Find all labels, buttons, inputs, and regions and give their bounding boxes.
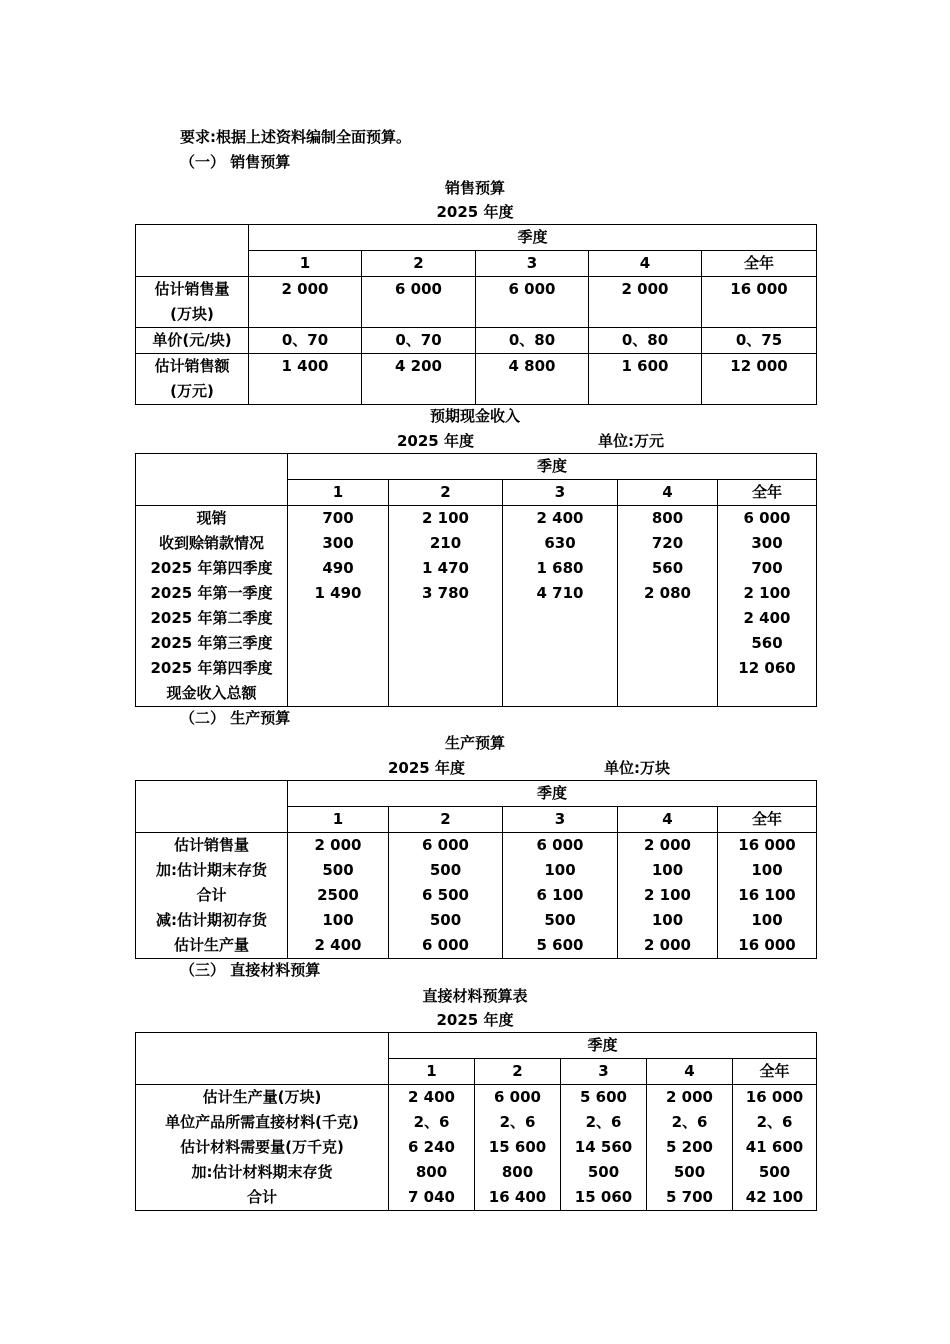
production-cell: 100 — [651, 861, 684, 879]
materials-cell: 15 060 — [574, 1188, 633, 1206]
production-cell: 500 — [544, 911, 576, 929]
production-cell: 2 000 — [644, 936, 691, 954]
sales-col-header: 2 — [362, 251, 476, 277]
materials-cell: 5 700 — [666, 1188, 713, 1206]
production-cell: 100 — [322, 911, 354, 929]
production-col-q1 — [288, 833, 389, 959]
cash-cell: 560 — [751, 634, 783, 652]
cash-col-q4 — [618, 506, 718, 707]
production-cell: 2 000 — [644, 836, 691, 854]
sales-cell: 6 000 — [362, 277, 476, 328]
materials-col-header: 2 — [475, 1059, 561, 1085]
production-cell: 16 000 — [738, 936, 796, 954]
production-cell: 16 000 — [738, 836, 796, 854]
sales-col-header: 1 — [249, 251, 362, 277]
production-col-q3 — [503, 833, 618, 959]
materials-col-q4 — [647, 1085, 733, 1211]
materials-col-year — [733, 1085, 817, 1211]
production-cell: 5 600 — [536, 936, 584, 954]
cash-header-corner — [136, 454, 288, 506]
production-cell: 6 500 — [422, 886, 469, 904]
production-col-q4 — [618, 833, 718, 959]
sales-header-corner — [136, 225, 249, 277]
list-item: 2025 年第四季度 — [150, 559, 273, 577]
production-cell: 2500 — [317, 886, 359, 904]
production-col-header: 1 — [288, 807, 389, 833]
production-cell: 500 — [429, 911, 462, 929]
production-row-labels — [136, 833, 288, 959]
cash-cell: 4 710 — [536, 584, 584, 602]
production-cell: 500 — [429, 861, 462, 879]
sales-cell: 12 000 — [702, 354, 817, 405]
list-item: 收到赊销款情况 — [158, 534, 264, 552]
list-item: 估计生产量 — [173, 936, 249, 954]
materials-col-q1 — [389, 1085, 475, 1211]
production-cell: 6 000 — [422, 936, 469, 954]
cash-cell: 630 — [544, 534, 576, 552]
list-item: 估计销售量 — [173, 836, 249, 854]
materials-cell: 2、6 — [413, 1113, 450, 1131]
materials-cell: 500 — [758, 1163, 791, 1181]
materials-cell: 14 560 — [574, 1138, 633, 1156]
cash-col-q3 — [503, 506, 618, 707]
cash-cell: 560 — [651, 559, 684, 577]
list-item: 估计材料需要量(万千克) — [180, 1138, 344, 1156]
materials-cell: 2、6 — [585, 1113, 622, 1131]
materials-table-title: 直接材料预算表 — [422, 987, 528, 1005]
production-table-title: 生产预算 — [444, 734, 505, 752]
materials-cell: 6 240 — [408, 1138, 455, 1156]
cash-col-q2 — [389, 506, 503, 707]
cash-col-q1 — [288, 506, 389, 707]
sales-cell: 0、70 — [362, 328, 476, 354]
materials-cell: 800 — [415, 1163, 448, 1181]
sales-cell: 4 200 — [362, 354, 476, 405]
materials-cell: 2、6 — [671, 1113, 708, 1131]
materials-row-labels — [136, 1085, 389, 1211]
list-item: 2025 年第一季度 — [150, 584, 273, 602]
production-col-header: 全年 — [718, 807, 817, 833]
list-item: 减:估计期初存货 — [156, 911, 267, 929]
production-header-corner — [136, 781, 288, 833]
cash-cell: 1 470 — [422, 559, 469, 577]
cash-col-header: 1 — [288, 480, 389, 506]
cash-cell: 1 680 — [536, 559, 584, 577]
sales-row-label: 单价(元/块) — [136, 328, 249, 354]
production-col-year — [718, 833, 817, 959]
list-item: 2025 年第四季度 — [150, 659, 273, 677]
cash-cell: 1 490 — [314, 584, 362, 602]
materials-season-header: 季度 — [389, 1033, 817, 1059]
cash-cell: 2 100 — [743, 584, 791, 602]
cash-cell: 800 — [651, 509, 684, 527]
sales-cell: 0、70 — [249, 328, 362, 354]
sales-budget-table — [135, 224, 817, 405]
cash-cell: 720 — [651, 534, 684, 552]
materials-cell: 5 600 — [580, 1088, 627, 1106]
materials-cell: 5 200 — [666, 1138, 713, 1156]
cash-cell: 2 400 — [743, 609, 791, 627]
production-col-header: 2 — [389, 807, 503, 833]
materials-cell: 500 — [673, 1163, 706, 1181]
materials-cell: 16 000 — [745, 1088, 804, 1106]
sales-row-label: 估计销售额 (万元) — [136, 354, 249, 405]
cash-cell: 300 — [322, 534, 354, 552]
list-item: 估计生产量(万块) — [202, 1088, 322, 1106]
cash-receipts-table — [135, 453, 817, 707]
production-col-header: 4 — [618, 807, 718, 833]
materials-cell: 15 600 — [488, 1138, 547, 1156]
production-cell: 100 — [544, 861, 576, 879]
sales-season-header: 季度 — [249, 225, 817, 251]
sales-cell: 4 800 — [476, 354, 589, 405]
production-cell: 6 000 — [536, 836, 584, 854]
materials-cell: 500 — [587, 1163, 620, 1181]
cash-cell: 210 — [429, 534, 462, 552]
materials-col-header: 3 — [561, 1059, 647, 1085]
table-row — [136, 328, 817, 354]
materials-cell: 7 040 — [408, 1188, 455, 1206]
cash-cell: 300 — [751, 534, 783, 552]
cash-cell: 700 — [751, 559, 783, 577]
materials-cell: 42 100 — [745, 1188, 804, 1206]
cash-cell: 2 080 — [644, 584, 691, 602]
materials-table-year: 2025 年度 — [436, 1011, 514, 1029]
materials-col-header: 全年 — [733, 1059, 817, 1085]
list-item: 2025 年第二季度 — [150, 609, 273, 627]
section-heading-production: （二） 生产预算 — [180, 709, 291, 727]
cash-cell: 3 780 — [422, 584, 469, 602]
requirement-text: 要求:根据上述资料编制全面预算。 — [180, 128, 412, 146]
sales-cell: 6 000 — [476, 277, 589, 328]
materials-cell: 41 600 — [745, 1138, 804, 1156]
cash-col-year — [718, 506, 817, 707]
cash-table-title: 预期现金收入 — [429, 407, 520, 425]
production-cell: 100 — [751, 911, 783, 929]
production-cell: 100 — [751, 861, 783, 879]
cash-table-year: 2025 年度 — [397, 432, 474, 450]
production-cell: 16 100 — [738, 886, 796, 904]
sales-cell: 0、80 — [476, 328, 589, 354]
production-budget-table — [135, 780, 817, 959]
sales-cell: 1 600 — [589, 354, 702, 405]
section-heading-materials: （三） 直接材料预算 — [180, 961, 321, 979]
sales-cell: 2 000 — [589, 277, 702, 328]
materials-cell: 2、6 — [756, 1113, 793, 1131]
production-table-unit: 单位:万块 — [604, 759, 670, 777]
cash-row-labels — [136, 506, 288, 707]
production-table-year: 2025 年度 — [388, 759, 465, 777]
materials-cell: 6 000 — [494, 1088, 541, 1106]
section-heading-sales: （一） 销售预算 — [180, 153, 291, 171]
list-item: 加:估计期末存货 — [156, 861, 267, 879]
table-row — [136, 277, 817, 328]
cash-cell: 700 — [322, 509, 354, 527]
sales-cell: 0、75 — [702, 328, 817, 354]
sales-col-header: 4 — [589, 251, 702, 277]
production-cell: 6 000 — [422, 836, 469, 854]
sales-table-year: 2025 年度 — [436, 203, 514, 221]
materials-cell: 2 000 — [666, 1088, 713, 1106]
list-item: 现销 — [196, 509, 227, 527]
list-item: 加:估计材料期末存货 — [191, 1163, 333, 1181]
production-season-header: 季度 — [288, 781, 817, 807]
sales-cell: 16 000 — [702, 277, 817, 328]
materials-cell: 2 400 — [408, 1088, 455, 1106]
production-cell: 6 100 — [536, 886, 584, 904]
materials-col-header: 4 — [647, 1059, 733, 1085]
cash-col-header: 2 — [389, 480, 503, 506]
sales-cell: 2 000 — [249, 277, 362, 328]
materials-cell: 2、6 — [499, 1113, 536, 1131]
production-col-header: 3 — [503, 807, 618, 833]
table-row — [136, 354, 817, 405]
cash-col-header: 4 — [618, 480, 718, 506]
materials-col-header: 1 — [389, 1059, 475, 1085]
cash-cell: 2 100 — [422, 509, 469, 527]
cash-cell: 6 000 — [743, 509, 791, 527]
sales-col-header: 全年 — [702, 251, 817, 277]
cash-col-header: 全年 — [718, 480, 817, 506]
sales-col-header: 3 — [476, 251, 589, 277]
list-item: 合计 — [196, 886, 227, 904]
materials-cell: 16 400 — [488, 1188, 547, 1206]
sales-cell: 1 400 — [249, 354, 362, 405]
cash-col-header: 3 — [503, 480, 618, 506]
sales-table-title: 销售预算 — [444, 179, 505, 197]
cash-cell: 2 400 — [536, 509, 584, 527]
list-item: 单位产品所需直接材料(千克) — [165, 1113, 359, 1131]
production-col-q2 — [389, 833, 503, 959]
cash-table-unit: 单位:万元 — [598, 432, 664, 450]
list-item: 合计 — [246, 1188, 277, 1206]
materials-header-corner — [136, 1033, 389, 1085]
production-cell: 100 — [651, 911, 684, 929]
production-cell: 2 400 — [314, 936, 362, 954]
direct-materials-table — [135, 1032, 817, 1211]
cash-cell: 490 — [322, 559, 354, 577]
materials-cell: 800 — [501, 1163, 534, 1181]
production-cell: 2 100 — [644, 886, 691, 904]
materials-col-q2 — [475, 1085, 561, 1211]
production-cell: 500 — [322, 861, 354, 879]
production-cell: 2 000 — [314, 836, 362, 854]
sales-row-label: 估计销售量 (万块) — [136, 277, 249, 328]
materials-col-q3 — [561, 1085, 647, 1211]
list-item: 现金收入总额 — [166, 684, 257, 702]
sales-cell: 0、80 — [589, 328, 702, 354]
list-item: 2025 年第三季度 — [150, 634, 273, 652]
cash-cell: 12 060 — [738, 659, 796, 677]
cash-season-header: 季度 — [288, 454, 817, 480]
